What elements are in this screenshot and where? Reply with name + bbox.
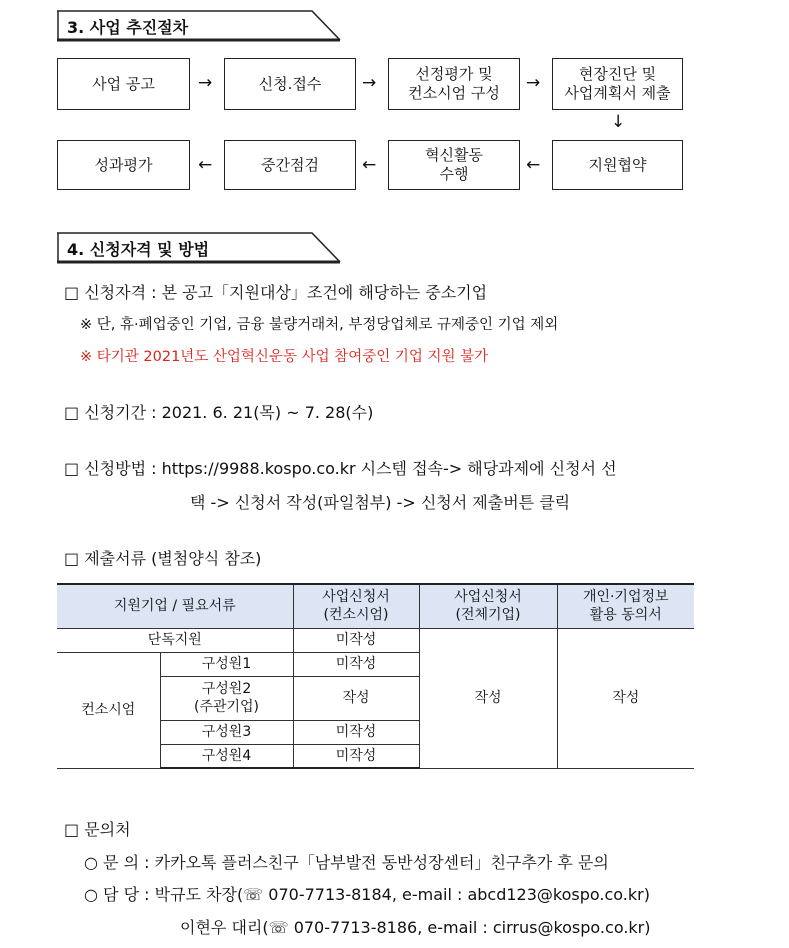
header-text: 사업신청서	[454, 589, 522, 606]
process-step-label: 중간점검	[261, 155, 319, 174]
header-text: (전체기업)	[455, 607, 521, 624]
header-company-docs: 지원기업 / 필요서류	[57, 584, 293, 628]
process-step-label: 성과평가	[94, 155, 153, 174]
contact-title: □ 문의처	[64, 820, 131, 839]
process-step-agreement	[552, 140, 683, 190]
header-text: 활용 동의서	[589, 607, 662, 624]
member2-text: (주관기업)	[193, 699, 260, 715]
application-period: □ 신청기간 : 2021. 6. 21(목) ~ 7. 28(수)	[64, 403, 374, 422]
eligibility-note-restriction: ※ 타기관 2021년도 산업혁신운동 사업 참여중인 기업 지원 불가	[80, 349, 489, 365]
arrow-right-icon: →	[198, 73, 213, 93]
header-text: 개인·기업정보	[582, 589, 669, 606]
consent-value: 작성	[557, 628, 694, 768]
member4-label: 구성원4	[160, 744, 293, 768]
process-step-midterm-check	[224, 140, 356, 190]
header-consortium-application	[293, 584, 419, 628]
member2-text: 구성원2	[201, 681, 252, 697]
eligibility-main: □ 신청자격 : 본 공고「지원대상」조건에 해당하는 중소기업	[64, 283, 488, 302]
application-method-line2: 택 -> 신청서 작성(파일첨부) -> 신청서 제출버튼 클릭	[190, 493, 571, 512]
section-4-title: 4. 신청자격 및 방법	[67, 240, 210, 259]
section-4-header	[57, 232, 342, 262]
arrow-down-icon: ↓	[611, 112, 626, 132]
contact-inquiry: ○ 문 의 : 카카오톡 플러스친구「남부발전 동반성장센터」친구추가 후 문의	[84, 853, 609, 872]
row-solo-label: 단독지원	[57, 628, 293, 652]
contact-manager-2: 이현우 대리(☏ 070-7713-8186, e-mail : cirrus@kospo.co.kr)	[180, 918, 651, 937]
section-3-header	[57, 10, 342, 40]
member1-value: 미작성	[293, 652, 419, 676]
process-step-announcement	[57, 58, 190, 110]
eligibility-note-exclusion: ※ 단, 휴·폐업중인 기업, 금융 불량거래처, 부정당업체로 규제중인 기업 제외	[80, 317, 559, 333]
process-step-label: 신청.접수	[258, 74, 322, 93]
process-step-label: 현장진단 및	[578, 65, 657, 83]
table-row	[57, 628, 694, 652]
header-all-companies-application	[419, 584, 557, 628]
table-header-row	[57, 584, 694, 628]
documents-title: □ 제출서류 (별첨양식 참조)	[64, 549, 262, 568]
process-step-label: 컨소시엄 구성	[408, 84, 500, 102]
member1-label: 구성원1	[160, 652, 293, 676]
process-step-label: 선정평가 및	[415, 65, 493, 83]
documents-table	[57, 583, 694, 769]
member3-value: 미작성	[293, 720, 419, 744]
arrow-left-icon: ←	[198, 155, 213, 175]
header-text: (컨소시엄)	[323, 607, 389, 624]
application-method-line1: □ 신청방법 : https://9988.kospo.co.kr 시스템 접속-> 해당과제에 신청서 선	[64, 459, 617, 478]
header-text: 사업신청서	[322, 589, 390, 606]
process-step-label: 수행	[439, 165, 469, 183]
contact-manager-1: ○ 담 당 : 박규도 차장(☏ 070-7713-8184, e-mail : abcd123@kospo.co.kr)	[84, 885, 650, 904]
arrow-right-icon: →	[362, 73, 377, 93]
header-consent-form	[557, 584, 694, 628]
process-step-innovation	[388, 140, 520, 190]
process-step-label: 사업계획서 제출	[564, 84, 671, 102]
member2-value: 작성	[293, 676, 419, 720]
member4-value: 미작성	[293, 744, 419, 768]
arrow-left-icon: ←	[526, 155, 541, 175]
member3-label: 구성원3	[160, 720, 293, 744]
section-3-title: 3. 사업 추진절차	[67, 18, 189, 37]
solo-consortium-value: 미작성	[293, 628, 419, 652]
row-consortium-label: 컨소시엄	[57, 652, 160, 768]
member2-label	[160, 676, 293, 720]
arrow-left-icon: ←	[362, 155, 377, 175]
process-step-evaluation	[388, 58, 520, 110]
process-step-label: 지원협약	[588, 155, 647, 174]
all-companies-value: 작성	[419, 628, 557, 768]
process-step-label: 혁신활동	[425, 146, 483, 164]
process-step-diagnosis	[552, 58, 683, 110]
process-step-application	[224, 58, 356, 110]
process-step-label: 사업 공고	[92, 74, 155, 93]
arrow-right-icon: →	[526, 73, 541, 93]
process-step-performance-eval	[57, 140, 190, 190]
